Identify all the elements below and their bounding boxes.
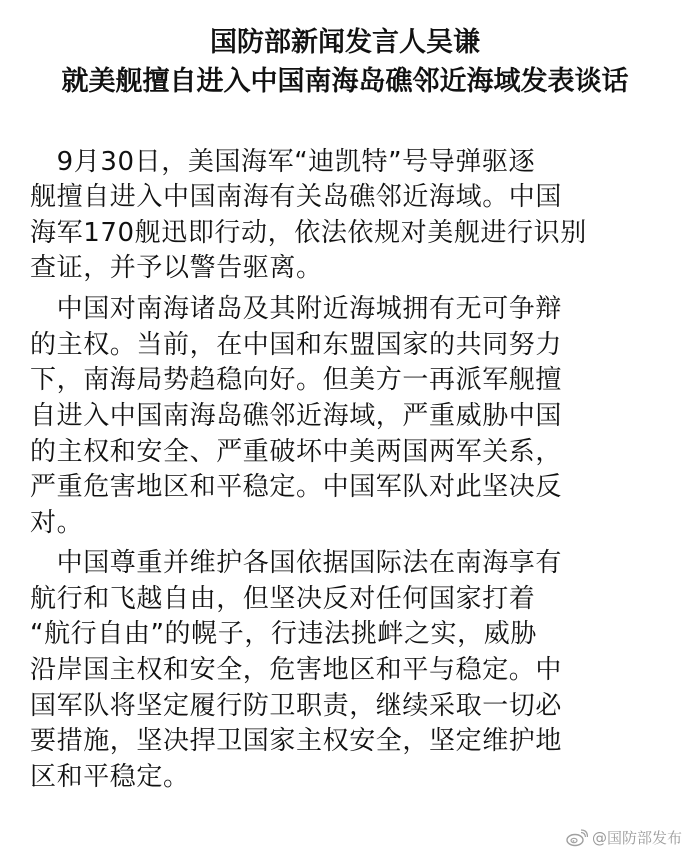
paragraph-3-line-1: 中国尊重并维护各国依据国际法在南海享有: [30, 548, 563, 578]
paragraph-1-line-3: 海军170舰迅即行动，依法依规对美舰进行识别: [30, 218, 587, 248]
paragraph-2-line-6: 严重危害地区和平稳定。中国军队对此坚决反: [30, 472, 563, 502]
paragraph-2-line-7: 对。: [30, 508, 84, 538]
paragraph-2-line-2: 的主权。当前，在中国和东盟国家的共同努力: [30, 330, 563, 360]
paragraph-2-line-4: 自进入中国南海岛礁邻近海域，严重威胁中国: [30, 401, 563, 431]
paragraph-3-line-7: 区和平稳定。: [30, 762, 190, 792]
watermark-handle: @国防部发布: [591, 829, 682, 847]
document-title-line-1: 国防部新闻发言人吴谦: [210, 27, 480, 58]
paragraph-3-line-4: 沿岸国主权和安全，危害地区和平与稳定。中: [30, 655, 563, 685]
paragraph-3-line-5: 国军队将坚定履行防卫职责，继续采取一切必: [30, 691, 563, 721]
document-title-line-2: 就美舰擅自进入中国南海岛礁邻近海域发表谈话: [61, 66, 629, 97]
paragraph-2-line-1: 中国对南海诸岛及其附近海城拥有无可争辩: [30, 294, 563, 324]
weibo-watermark: [566, 827, 682, 848]
paragraph-2-line-3: 下，南海局势趋稳向好。但美方一再派军舰擅: [30, 365, 563, 395]
paragraph-1-line-1: 9月30日，美国海军“迪凯特”号导弹驱逐: [30, 147, 536, 177]
paragraph-3-line-3: “航行自由”的幌子，行违法挑衅之实，威胁: [30, 619, 537, 649]
paragraph-2-line-5: 的主权和安全、严重破坏中美两国两军关系，: [30, 437, 563, 467]
paragraph-3-line-2: 航行和飞越自由，但坚决反对任何国家打着: [30, 584, 536, 614]
paragraph-3-line-6: 要措施，坚决捍卫国家主权安全，坚定维护地: [30, 726, 563, 756]
paragraph-1-line-4: 查证，并予以警告驱离。: [30, 253, 323, 283]
paragraph-1-line-2: 舰擅自进入中国南海有关岛礁邻近海域。中国: [30, 182, 563, 212]
weibo-logo-icon: [566, 829, 588, 847]
